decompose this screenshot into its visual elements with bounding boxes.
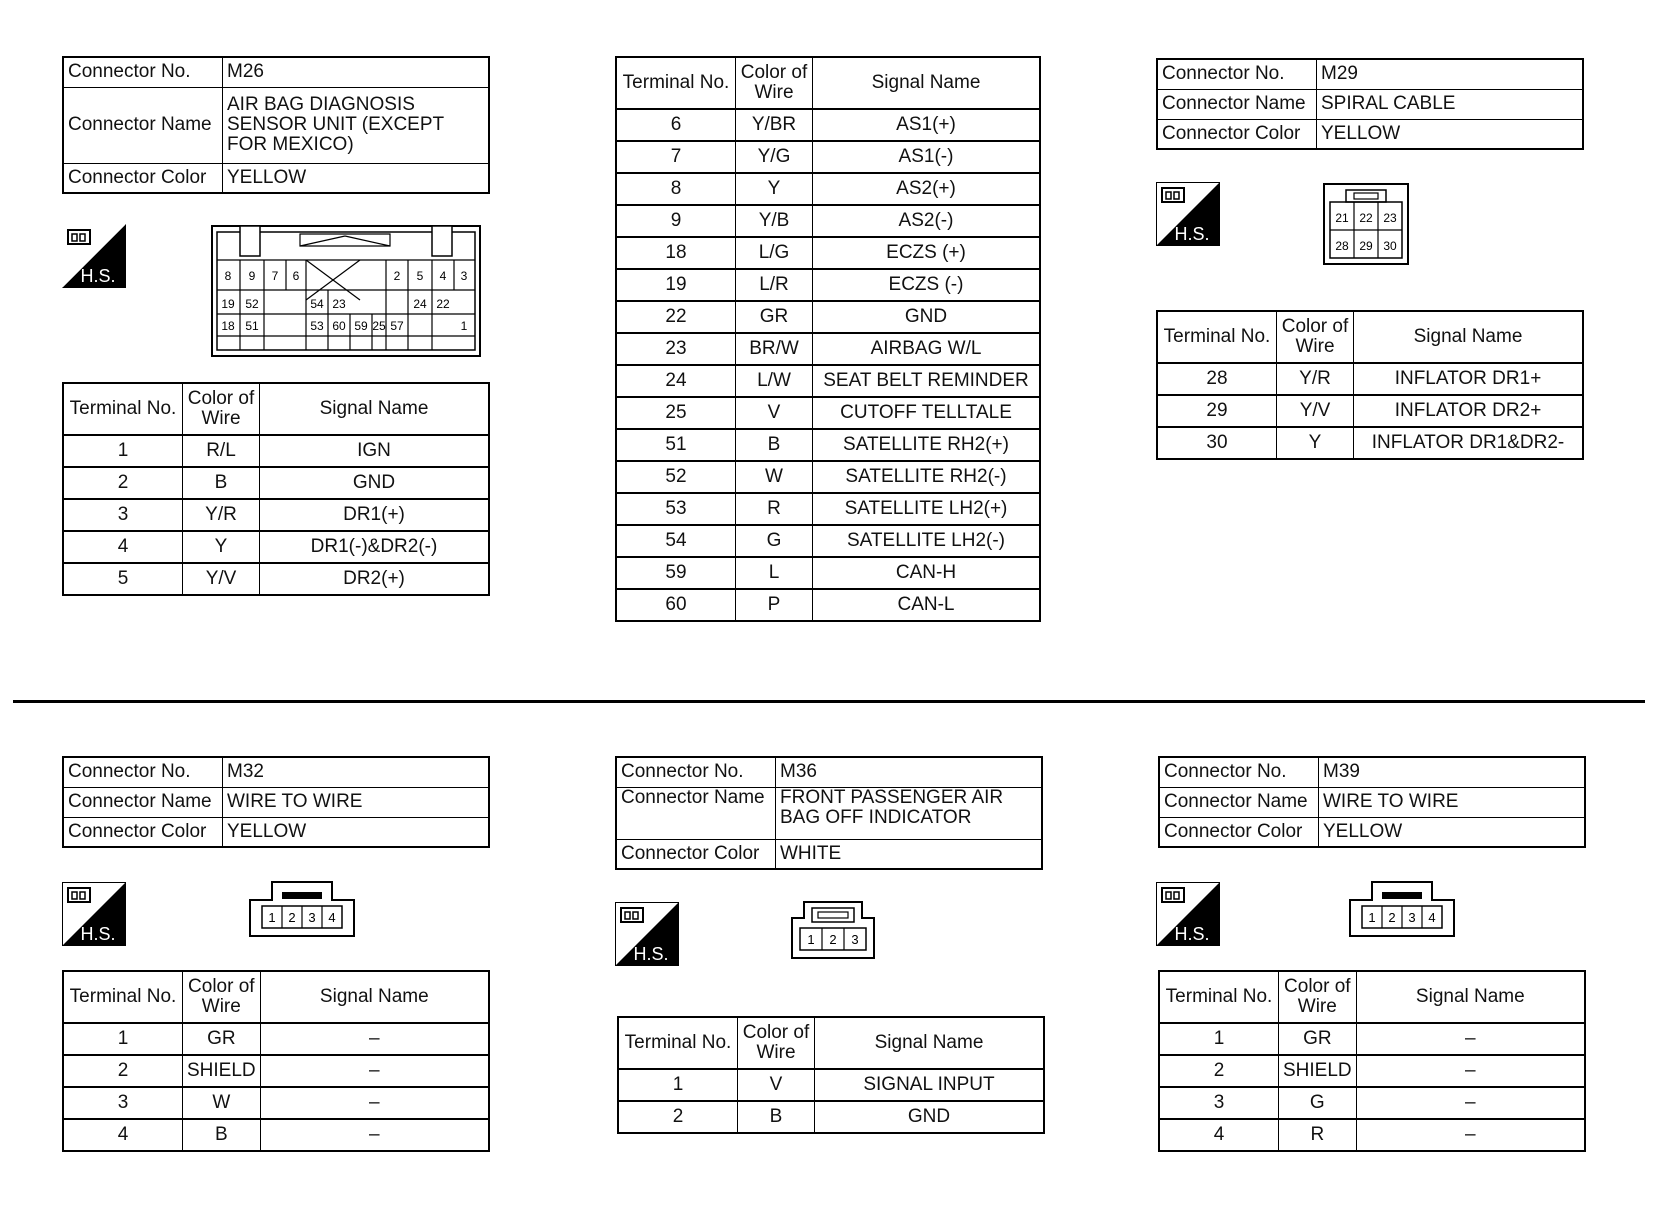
pin-label: 29: [1359, 239, 1373, 253]
pin-label: 19: [221, 297, 235, 311]
pin-label: 3: [851, 932, 859, 947]
cell: –: [260, 1119, 489, 1151]
cell: SIGNAL INPUT: [815, 1069, 1045, 1101]
col-signal: Signal Name: [815, 1017, 1045, 1069]
info-key: Connector Color: [1159, 817, 1319, 847]
info-value: WIRE TO WIRE: [1319, 787, 1586, 817]
info-key: Connector Name: [616, 787, 776, 839]
cell: AS1(+): [813, 109, 1041, 141]
m36-connector-face: [790, 900, 876, 960]
pin-label: 51: [245, 319, 259, 333]
table-row: [1159, 1055, 1585, 1087]
cell: SEAT BELT REMINDER: [813, 365, 1041, 397]
cell: GND: [260, 467, 490, 499]
col-signal: Signal Name: [813, 57, 1041, 109]
col-color: Color of Wire: [183, 971, 261, 1023]
info-value: SPIRAL CABLE: [1317, 89, 1584, 119]
cell: 54: [616, 525, 736, 557]
cell: SHIELD: [183, 1055, 261, 1087]
m26-terminal-table-continued: [615, 56, 1041, 622]
cell: R: [736, 493, 813, 525]
info-value: M36: [776, 757, 1043, 787]
pin-label: 25: [372, 319, 386, 333]
cell: V: [736, 397, 813, 429]
info-key: Connector No.: [1159, 757, 1319, 787]
col-color: Color of Wire: [738, 1017, 815, 1069]
col-color: Color of Wire: [1277, 311, 1354, 363]
cell: 22: [616, 301, 736, 333]
info-key: Connector No.: [616, 757, 776, 787]
pin-label: 3: [460, 269, 468, 283]
cell: 52: [616, 461, 736, 493]
table-row: [1157, 363, 1583, 395]
table-row: [616, 493, 1040, 525]
table-row: [63, 1055, 489, 1087]
cell: 4: [63, 531, 183, 563]
cell: 25: [616, 397, 736, 429]
harness-side-icon: [1156, 882, 1220, 946]
info-value: M39: [1319, 757, 1586, 787]
cell: GR: [1279, 1023, 1357, 1055]
cell: 6: [616, 109, 736, 141]
col-signal: Signal Name: [1356, 971, 1585, 1023]
table-row: [616, 461, 1040, 493]
cell: 1: [1159, 1023, 1279, 1055]
table-row: [618, 1069, 1044, 1101]
info-value: M26: [223, 57, 490, 87]
m29-connector-face: [1322, 182, 1410, 266]
pin-label: 6: [292, 269, 300, 283]
cell: AS2(-): [813, 205, 1041, 237]
info-key: Connector Name: [63, 787, 223, 817]
cell: G: [736, 525, 813, 557]
pin-label: 1: [807, 932, 815, 947]
m32-info-table: [62, 756, 490, 848]
table-row: [616, 525, 1040, 557]
harness-side-icon: [1156, 182, 1220, 246]
cell: V: [738, 1069, 815, 1101]
table-row: [63, 531, 489, 563]
cell: 18: [616, 237, 736, 269]
info-key: Connector No.: [63, 757, 223, 787]
pin-label: 2: [1388, 910, 1396, 925]
cell: R/L: [183, 435, 260, 467]
cell: –: [260, 1023, 489, 1055]
cell: AS2(+): [813, 173, 1041, 205]
cell: 1: [618, 1069, 738, 1101]
pin-label: 5: [416, 269, 424, 283]
cell: SHIELD: [1279, 1055, 1357, 1087]
pin-label: 1: [1368, 910, 1376, 925]
cell: L/W: [736, 365, 813, 397]
cell: Y/R: [183, 499, 260, 531]
pin-label: 9: [248, 269, 256, 283]
pin-label: 3: [1408, 910, 1416, 925]
info-value: M29: [1317, 59, 1584, 89]
info-value: WIRE TO WIRE: [223, 787, 490, 817]
pin-label: 1: [268, 910, 276, 925]
cell: Y/V: [183, 563, 260, 595]
hs-label: H.S.: [1174, 224, 1210, 244]
col-color: Color of Wire: [736, 57, 813, 109]
table-row: [616, 269, 1040, 301]
cell: 59: [616, 557, 736, 589]
pin-label: 8: [224, 269, 232, 283]
table-row: [63, 467, 489, 499]
hs-label: H.S.: [1174, 924, 1210, 944]
pin-label: 52: [245, 297, 259, 311]
info-key: Connector Name: [1157, 89, 1317, 119]
cell: 9: [616, 205, 736, 237]
cell: 24: [616, 365, 736, 397]
cell: INFLATOR DR2+: [1354, 395, 1584, 427]
cell: CUTOFF TELLTALE: [813, 397, 1041, 429]
pin-label: 30: [1383, 239, 1397, 253]
cell: DR2(+): [260, 563, 490, 595]
table-row: [1157, 427, 1583, 459]
table-row: [63, 1119, 489, 1151]
info-value: FRONT PASSENGER AIR BAG OFF INDICATOR: [776, 787, 1043, 839]
pin-label: 4: [328, 910, 336, 925]
table-row: [616, 397, 1040, 429]
info-value: YELLOW: [1317, 119, 1584, 149]
table-row: [1159, 1119, 1585, 1151]
col-signal: Signal Name: [260, 383, 490, 435]
pin-label: 24: [413, 297, 427, 311]
pin-label: 7: [271, 269, 279, 283]
section-divider: [13, 700, 1645, 703]
table-row: [63, 499, 489, 531]
cell: INFLATOR DR1+: [1354, 363, 1584, 395]
pin-label: 53: [310, 319, 324, 333]
cell: 53: [616, 493, 736, 525]
cell: DR1(+): [260, 499, 490, 531]
cell: Y/B: [736, 205, 813, 237]
cell: R: [1279, 1119, 1357, 1151]
info-value: AIR BAG DIAGNOSIS SENSOR UNIT (EXCEPT FOR MEXICO): [223, 87, 490, 163]
pin-label: 21: [1335, 211, 1349, 225]
table-row: [63, 563, 489, 595]
table-row: [616, 589, 1040, 621]
cell: 51: [616, 429, 736, 461]
cell: 1: [63, 1023, 183, 1055]
info-value: M32: [223, 757, 490, 787]
cell: 19: [616, 269, 736, 301]
table-row: [63, 1087, 489, 1119]
pin-label: 22: [436, 297, 450, 311]
cell: SATELLITE RH2(-): [813, 461, 1041, 493]
harness-side-icon: [62, 882, 126, 946]
cell: 28: [1157, 363, 1277, 395]
cell: B: [183, 1119, 261, 1151]
table-row: [616, 141, 1040, 173]
info-value: YELLOW: [1319, 817, 1586, 847]
table-row: [1159, 1023, 1585, 1055]
cell: G: [1279, 1087, 1357, 1119]
table-row: [616, 109, 1040, 141]
cell: –: [1356, 1119, 1585, 1151]
m29-terminal-table: [1156, 310, 1584, 460]
table-row: [616, 333, 1040, 365]
table-row: [616, 173, 1040, 205]
cell: 30: [1157, 427, 1277, 459]
col-signal: Signal Name: [260, 971, 489, 1023]
pin-label: 28: [1335, 239, 1349, 253]
cell: 1: [63, 435, 183, 467]
info-value: YELLOW: [223, 163, 490, 193]
cell: Y/R: [1277, 363, 1354, 395]
cell: Y/V: [1277, 395, 1354, 427]
pin-label: 22: [1359, 211, 1373, 225]
table-row: [63, 1023, 489, 1055]
col-signal: Signal Name: [1354, 311, 1584, 363]
pin-label: 57: [390, 319, 404, 333]
m39-connector-face: [1348, 880, 1456, 938]
info-key: Connector No.: [63, 57, 223, 87]
col-terminal: Terminal No.: [1159, 971, 1279, 1023]
cell: –: [260, 1055, 489, 1087]
hs-label: H.S.: [80, 924, 116, 944]
cell: 23: [616, 333, 736, 365]
pin-label: 4: [439, 269, 447, 283]
table-row: [1159, 1087, 1585, 1119]
cell: ECZS (-): [813, 269, 1041, 301]
cell: Y: [1277, 427, 1354, 459]
cell: 3: [63, 499, 183, 531]
cell: L/G: [736, 237, 813, 269]
m39-terminal-table: [1158, 970, 1586, 1152]
pin-label: 2: [288, 910, 296, 925]
cell: 2: [63, 1055, 183, 1087]
cell: 7: [616, 141, 736, 173]
cell: 2: [1159, 1055, 1279, 1087]
table-row: [63, 435, 489, 467]
table-row: [616, 365, 1040, 397]
m36-terminal-table: [617, 1016, 1045, 1134]
table-row: [1157, 395, 1583, 427]
col-color: Color of Wire: [1279, 971, 1357, 1023]
cell: Y/BR: [736, 109, 813, 141]
info-key: Connector Name: [1159, 787, 1319, 817]
cell: GND: [813, 301, 1041, 333]
pin-label: 18: [221, 319, 235, 333]
cell: 4: [1159, 1119, 1279, 1151]
hs-label: H.S.: [633, 944, 669, 964]
m29-info-table: [1156, 58, 1584, 150]
cell: B: [183, 467, 260, 499]
info-key: Connector Name: [63, 87, 223, 163]
cell: GR: [736, 301, 813, 333]
cell: CAN-L: [813, 589, 1041, 621]
cell: 2: [618, 1101, 738, 1133]
col-terminal: Terminal No.: [1157, 311, 1277, 363]
table-row: [616, 237, 1040, 269]
cell: P: [736, 589, 813, 621]
m26-info-table: [62, 56, 490, 194]
table-row: [616, 429, 1040, 461]
cell: 60: [616, 589, 736, 621]
m32-terminal-table: [62, 970, 490, 1152]
cell: GR: [183, 1023, 261, 1055]
cell: 3: [63, 1087, 183, 1119]
cell: DR1(-)&DR2(-): [260, 531, 490, 563]
pin-label: 54: [310, 297, 324, 311]
table-row: [616, 205, 1040, 237]
col-terminal: Terminal No.: [618, 1017, 738, 1069]
cell: SATELLITE LH2(+): [813, 493, 1041, 525]
cell: Y: [736, 173, 813, 205]
cell: W: [736, 461, 813, 493]
m32-connector-face: [248, 880, 356, 938]
table-row: [618, 1101, 1044, 1133]
table-row: [616, 301, 1040, 333]
cell: 3: [1159, 1087, 1279, 1119]
cell: L: [736, 557, 813, 589]
m26-connector-face: [210, 224, 482, 358]
cell: SATELLITE RH2(+): [813, 429, 1041, 461]
cell: 5: [63, 563, 183, 595]
cell: B: [736, 429, 813, 461]
cell: GND: [815, 1101, 1045, 1133]
cell: –: [1356, 1087, 1585, 1119]
pin-label: 23: [1383, 211, 1397, 225]
cell: AIRBAG W/L: [813, 333, 1041, 365]
cell: 2: [63, 467, 183, 499]
cell: BR/W: [736, 333, 813, 365]
m36-info-table: [615, 756, 1043, 870]
pin-label: 2: [393, 269, 401, 283]
col-terminal: Terminal No.: [63, 971, 183, 1023]
cell: ECZS (+): [813, 237, 1041, 269]
cell: AS1(-): [813, 141, 1041, 173]
cell: –: [1356, 1055, 1585, 1087]
info-key: Connector Color: [1157, 119, 1317, 149]
cell: Y: [183, 531, 260, 563]
pin-label: 59: [354, 319, 368, 333]
cell: Y/G: [736, 141, 813, 173]
m26-terminal-table: [62, 382, 490, 596]
harness-side-icon: [615, 902, 679, 966]
cell: 8: [616, 173, 736, 205]
pin-label: 2: [829, 932, 837, 947]
cell: INFLATOR DR1&DR2-: [1354, 427, 1584, 459]
pin-label: 3: [308, 910, 316, 925]
hs-label: H.S.: [80, 266, 116, 286]
pin-label: 60: [332, 319, 346, 333]
col-terminal: Terminal No.: [616, 57, 736, 109]
info-key: Connector Color: [63, 817, 223, 847]
info-value: YELLOW: [223, 817, 490, 847]
info-key: Connector Color: [63, 163, 223, 193]
pin-label: 23: [332, 297, 346, 311]
cell: –: [1356, 1023, 1585, 1055]
cell: L/R: [736, 269, 813, 301]
cell: W: [183, 1087, 261, 1119]
info-key: Connector Color: [616, 839, 776, 869]
col-color: Color of Wire: [183, 383, 260, 435]
harness-side-icon: [62, 224, 126, 288]
cell: 29: [1157, 395, 1277, 427]
info-key: Connector No.: [1157, 59, 1317, 89]
cell: –: [260, 1087, 489, 1119]
cell: CAN-H: [813, 557, 1041, 589]
m39-info-table: [1158, 756, 1586, 848]
table-row: [616, 557, 1040, 589]
cell: 4: [63, 1119, 183, 1151]
col-terminal: Terminal No.: [63, 383, 183, 435]
cell: B: [738, 1101, 815, 1133]
info-value: WHITE: [776, 839, 1043, 869]
pin-label: 1: [460, 319, 468, 333]
cell: SATELLITE LH2(-): [813, 525, 1041, 557]
cell: IGN: [260, 435, 490, 467]
pin-label: 4: [1428, 910, 1436, 925]
